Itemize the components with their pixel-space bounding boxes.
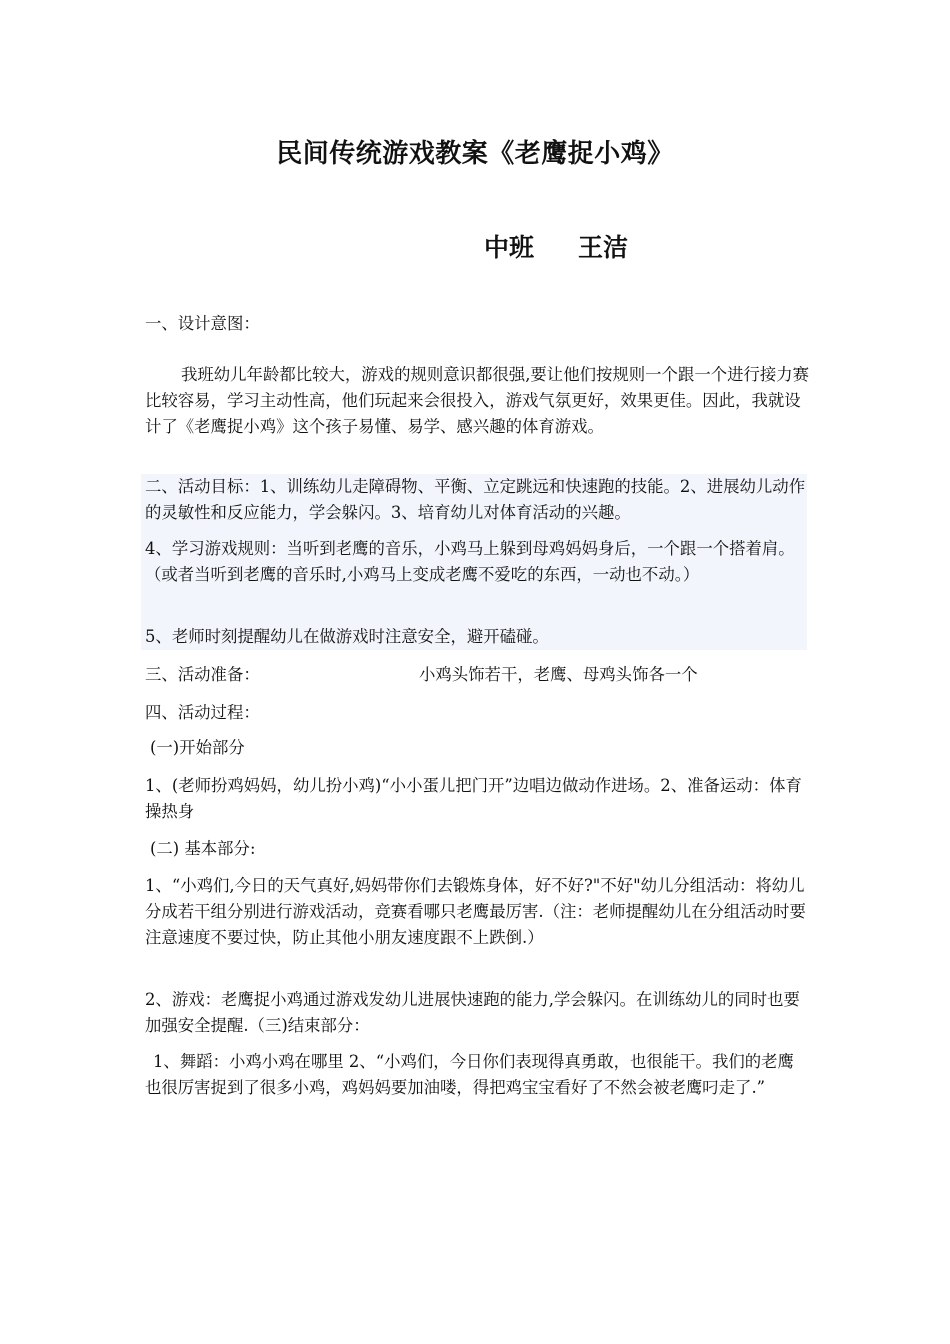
part3-body: 1、舞蹈：小鸡小鸡在哪里 2、“小鸡们，今日你们表现得真勇敢，也很能干。我们的老鹰也很厉害捉到了很多小鸡，鸡妈妈要加油喽，得把鸡宝宝看好了不然会被老鹰叼走了.”: [145, 1052, 794, 1097]
author-name: 王洁: [578, 233, 629, 262]
author-class: 中班: [484, 233, 535, 262]
part2-item1: 1、“小鸡们,今日的天气真好,妈妈带你们去锻炼身体，好不好?"不好"幼儿分组活动：将幼儿分成若干组分别进行游戏活动，竞赛看哪只老鹰最厉害.（注：老师提醒幼儿在分组活动时要注意速度不要过快，防止其他小朋友速度跟不上跌倒.）: [145, 876, 806, 947]
section1-body: 我班幼儿年龄都比较大，游戏的规则意识都很强,要让他们按规则一个跟一个进行接力赛比较容易，学习主动性高，他们玩起来会很投入，游戏气氛更好，效果更佳。因此，我就设计了《老鹰捉小鸡》这个孩子易懂、易学、感兴趣的体育游戏。: [145, 365, 810, 436]
section1-heading: 一、设计意图：: [145, 314, 260, 333]
part2-item2: 2、游戏：老鹰捉小鸡通过游戏发幼儿进展快速跑的能力,学会躲闪。在训练幼儿的同时也要加强安全提醒.（三)结束部分：: [145, 990, 800, 1035]
part2-heading: (二) 基本部分:: [150, 839, 256, 858]
part1-heading: (一)开始部分: [150, 738, 245, 757]
section2-item4: 4、学习游戏规则：当听到老鹰的音乐，小鸡马上躲到母鸡妈妈身后，一个跟一个搭着肩。（或者当听到老鹰的音乐时,小鸡马上变成老鹰不爱吃的东西，一动也不动。）: [145, 539, 795, 584]
part1-body: 1、(老师扮鸡妈妈，幼儿扮小鸡)“小小蛋儿把门开”边唱边做动作进场。2、准备运动：体育操热身: [145, 776, 802, 821]
section2-goals: 二、活动目标：1、训练幼儿走障碍物、平衡、立定跳远和快速跑的技能。2、进展幼儿动作的灵敏性和反应能力，学会躲闪。3、培育幼儿对体育活动的兴趣。: [145, 477, 806, 522]
section4-heading: 四、活动过程：: [145, 703, 260, 722]
section3-label: 三、活动准备：: [145, 665, 260, 684]
author-line: [484, 228, 628, 264]
document-title: 民间传统游戏教案《老鹰捉小鸡》: [276, 139, 674, 169]
section2-item5: 5、老师时刻提醒幼儿在做游戏时注意安全，避开磕碰。: [145, 627, 549, 646]
section3-value: 小鸡头饰若干，老鹰、母鸡头饰各一个: [419, 665, 698, 684]
